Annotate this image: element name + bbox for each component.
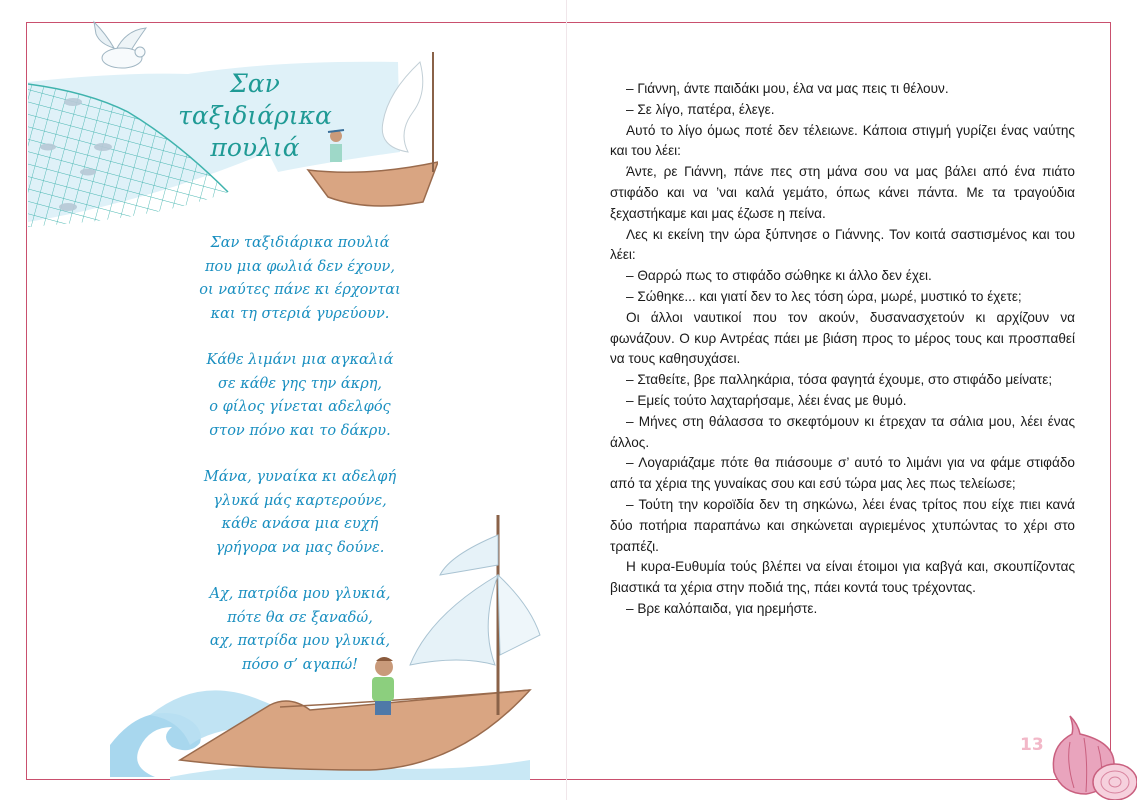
poem-line: σε κάθε γης την άκρη, xyxy=(217,375,383,392)
dove-illustration xyxy=(86,14,156,81)
poem-stanza-2 xyxy=(180,349,420,443)
story-paragraph: Άντε, ρε Γιάννη, πάνε πες στη μάνα σου να μας βάλει από ένα πιάτο στιφάδο και να ’ναι καλά γεμάτο, όπως κάνει πάντα. Με τα τραγούδια ξεχαστήκαμε και μας έζωσε η πείνα. xyxy=(610,164,1075,221)
story-paragraph: Η κυρα-Ευθυμία τούς βλέπει να είναι έτοιμοι για καβγά και, σκουπίζοντας βιαστικά τα χέρια στην ποδιά της, πάει κοντά τους τρέχοντας. xyxy=(610,559,1075,596)
story-paragraph: – Τούτη την κοροϊδία δεν τη σηκώνω, λέει ένας τρίτος που είχε πιει κανά δύο ποτήρια παραπάνω και σηκώνεται αγριεμένος χτυπώντας το χέρι στο τραπέζι. xyxy=(610,496,1075,554)
title-line-2: πουλιά xyxy=(210,133,300,162)
poem-line: και τη στεριά γυρεύουν. xyxy=(210,305,390,322)
story-paragraph: Αυτό το λίγο όμως ποτέ δεν τέλειωνε. Κάποια στιγμή γυρίζει ένας ναύτης και του λέει: xyxy=(610,122,1075,159)
story-paragraph: – Σταθείτε, βρε παλληκάρια, τόσα φαγητά έχουμε, στο στιφάδο μείνατε; xyxy=(626,372,1053,388)
story-paragraph: Λες κι εκείνη την ώρα ξύπνησε ο Γιάννης. Τον κοιτά σαστισμένος και του λέει: xyxy=(610,226,1075,263)
poem-line: πόσο σ’ αγαπώ! xyxy=(241,656,359,673)
story-text xyxy=(610,79,1075,620)
poem-line: στον πόνο και το δάκρυ. xyxy=(209,422,391,439)
story-paragraph: – Σε λίγο, πατέρα, έλεγε. xyxy=(626,101,775,117)
story-paragraph: Οι άλλοι ναυτικοί που τον ακούν, δυσανασχετούν κι αρχίζουν να φωνάζουν. Ο κυρ Αντρέας πάει με βιάση προς το μέρος τους και προσπαθεί να τους καθησυχάσει. xyxy=(610,309,1075,367)
story-paragraph: – Μήνες στη θάλασσα το σκεφτόμουν κι έτρεχαν τα σάλια μου, λέει ένας άλλος. xyxy=(610,413,1075,450)
book-spine xyxy=(566,0,567,800)
story-paragraph: – Εμείς τούτο λαχταρήσαμε, λέει ένας με θυμό. xyxy=(626,392,907,408)
poem-line: που μια φωλιά δεν έχουν, xyxy=(205,258,395,275)
poem-line: αχ, πατρίδα μου γλυκιά, xyxy=(209,633,391,649)
poem-line: γρήγορα να μας δούνε. xyxy=(215,539,385,556)
story-paragraph: – Βρε καλόπαιδα, για ηρεμήστε. xyxy=(626,600,818,616)
poem-line: οι ναύτες πάνε κι έρχονται xyxy=(199,282,401,298)
onion-illustration xyxy=(1040,712,1137,805)
poem-line: πότε θα σε ξαναδώ, xyxy=(227,609,373,626)
story-paragraph: – Θαρρώ πως το στιφάδο σώθηκε κι άλλο δεν έχει. xyxy=(626,268,932,284)
page-number: 13 xyxy=(1020,735,1044,755)
title-line-1: Σαν ταξιδιάρικα xyxy=(178,69,332,130)
poem-line: γλυκά μάς καρτερούνε, xyxy=(213,492,387,509)
poem-line: Σαν ταξιδιάρικα πουλιά xyxy=(210,235,390,251)
poem-title xyxy=(160,68,350,164)
story-paragraph: – Λογαριάζαμε πότε θα πιάσουμε σ’ αυτό το λιμάνι για να φάμε στιφάδο από τα χέρια της γυναίκας σου και εσύ τώρα μας λες πως τελείωσε; xyxy=(610,455,1075,492)
poem-line: ο φίλος γίνεται αδελφός xyxy=(209,399,391,415)
poem-line: Κάθε λιμάνι μια αγκαλιά xyxy=(206,352,394,368)
poem-line: Μάνα, γυναίκα κι αδελφή xyxy=(203,469,397,485)
sailboat-illustration xyxy=(110,515,550,785)
story-paragraph: – Σώθηκε... και γιατί δεν το λες τόση ώρα, μωρέ, μυστικό το έχετε; xyxy=(626,288,1022,304)
poem-line: κάθε ανάσα μια ευχή xyxy=(221,516,379,532)
poem-line: Αχ, πατρίδα μου γλυκιά, xyxy=(209,586,391,602)
poem-stanza-1 xyxy=(180,232,420,326)
story-paragraph: – Γιάννη, άντε παιδάκι μου, έλα να μας πεις τι θέλουν. xyxy=(626,81,949,96)
